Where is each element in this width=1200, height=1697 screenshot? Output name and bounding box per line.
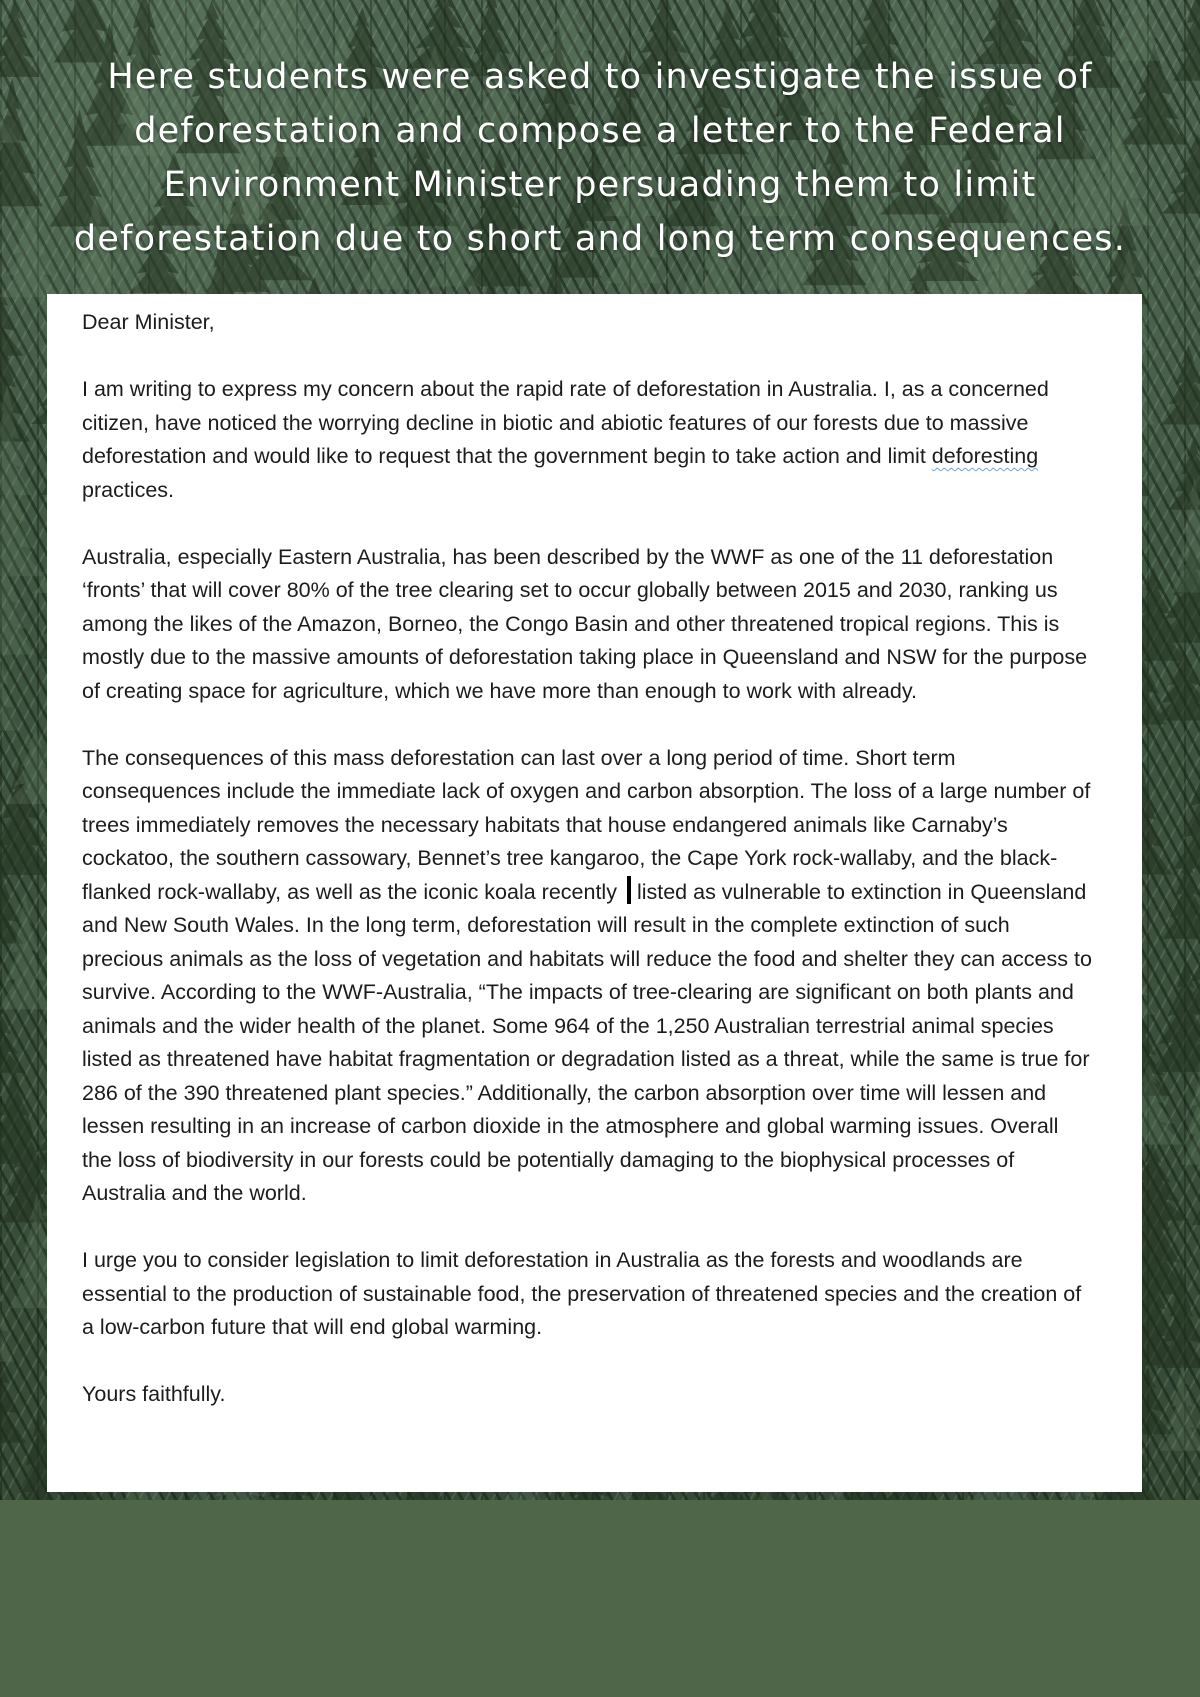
letter-salutation: Dear Minister, — [82, 310, 215, 334]
pine-tree-shape — [1161, 134, 1200, 214]
letter-signoff: Yours faithfully. — [82, 1382, 226, 1406]
pine-tree-shape — [1160, 1363, 1200, 1450]
paragraph-1-text-end: practices. — [82, 477, 175, 502]
letter-paragraph-3 — [82, 742, 1092, 1211]
letter-paragraph-2: Australia, especially Eastern Australia, has been described by the WWF as one of the 11 deforestation ‘fronts’ that will cover 80% of the tree clearing set to occur globally between 2015 and 2030, ranking us among the likes of the Amazon, Borneo, the Congo Basin and other threatened tropical regions. This is mostly due to the massive amounts of deforestation taking place in Queensland and NSW for the purpose of creating space for agriculture, which we have more than enough to work with already. — [82, 544, 1088, 703]
letter-document — [47, 294, 1142, 1492]
pine-tree-shape — [0, 0, 40, 77]
pine-tree-shape — [1173, 743, 1200, 869]
pine-tree-shape — [1173, 0, 1200, 81]
letter-paragraph-4: I urge you to consider legislation to limit deforestation in Australia as the forests and woodlands are essential to the production of sustainable food, the preservation of threatened species and the creation of a low-carbon future that will end global warming. — [82, 1248, 1082, 1339]
pine-tree-shape — [1150, 960, 1200, 1072]
assignment-description: Here students were asked to investigate the issue of deforestation and compose a letter to the Federal Environment Minister persuading them to limit deforestation due to short and long term consequences. — [73, 57, 1127, 259]
spellcheck-flagged-word[interactable]: deforesting — [931, 444, 1039, 468]
paragraph-3-text-start: The consequences of this mass deforestation can last over a long period of time. Short term consequences include the immediate lack of oxygen and carbon absorption. The loss of a large number of trees immediately removes the necessary habitats that house endangered animals like Carnaby’s cockatoo, the southern cassowary, Bennet’s tree kangaroo, the Cape York rock-wallaby, and the black-flanked rock-wallaby, as well as the iconic koala recently — [82, 745, 1091, 904]
pine-tree-shape — [0, 1242, 15, 1362]
pine-tree-shape — [1162, 344, 1200, 424]
letter-paragraph-1 — [82, 373, 1092, 507]
paragraph-3-text-end: listed as vulnerable to extinction in Queensland and New South Wales. In the long term, deforestation will result in the complete extinction of such precious animals as the loss of vegetation and habitats will reduce the food and shelter they can access to survive. According to the WWF-Australia, “The impacts of tree-clearing are significant on both plants and animals and the wider health of the planet. Some 964 of the 1,250 Australian terrestrial animal species listed as threatened have habitat fragmentation or degradation listed as a threat, while the same is true for 286 of the 390 threatened plant species.” Additionally, the carbon absorption over time will lessen and lessen resulting in an increase of carbon dioxide in the atmosphere and global warming issues. Overall the loss of biodiversity in our forests could be potentially damaging to the biophysical processes of Australia and the world. — [82, 879, 1092, 1205]
paragraph-1-text-start: I am writing to express my concern about the rapid rate of deforestation in Australia. I, as a concerned citizen, have noticed the worrying decline in biotic and abiotic features of our forests due to massive deforestation and would like to request that the government begin to take action and limit — [82, 377, 1049, 468]
